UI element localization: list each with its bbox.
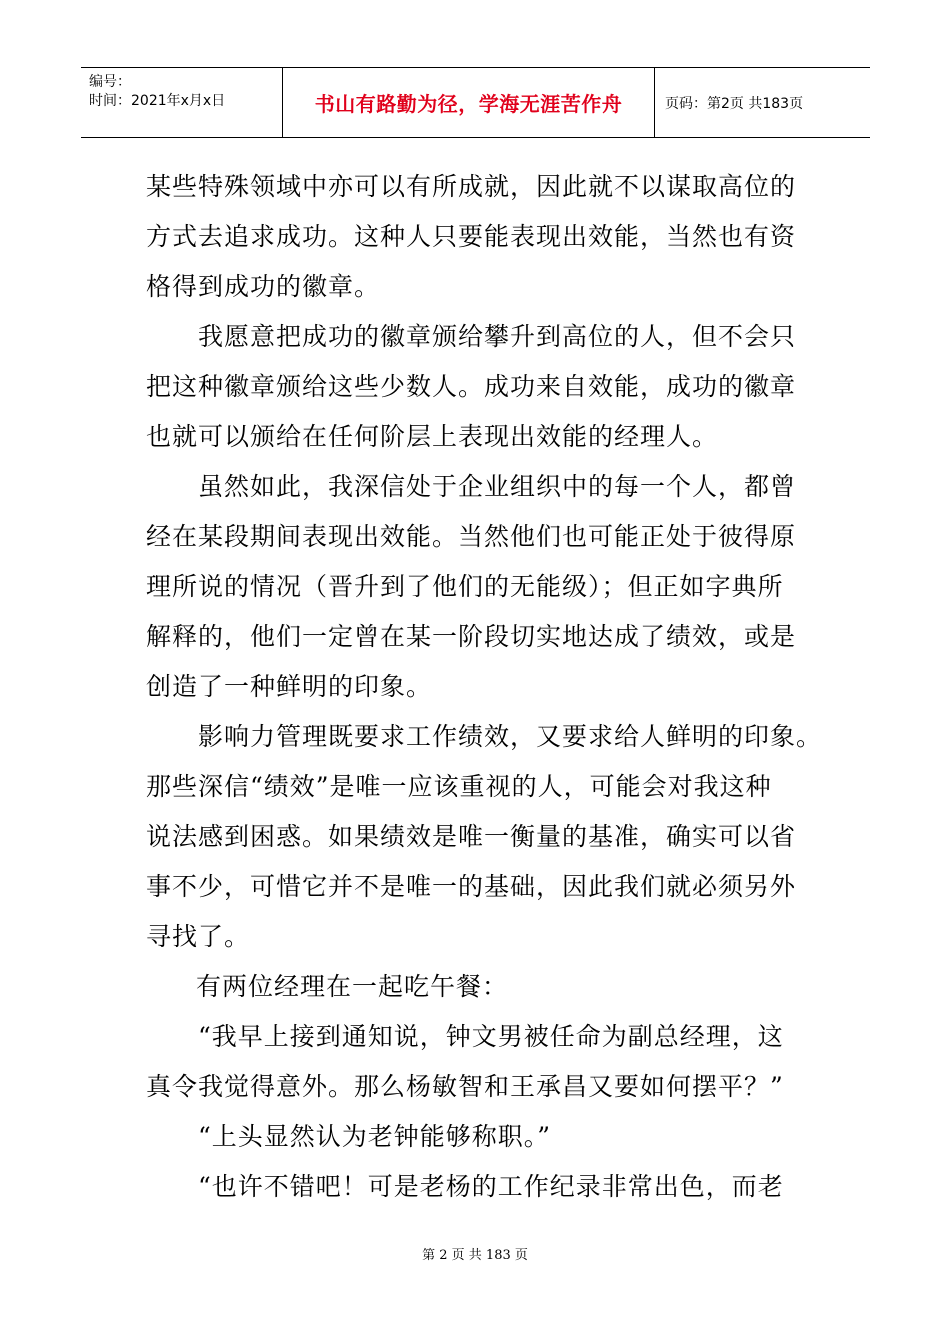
header-page-info: 页码：第2页 共183页 bbox=[665, 96, 804, 112]
body-line: 真令我觉得意外。那么杨敏智和王承昌又要如何摆平？” bbox=[146, 1072, 784, 1101]
body-line: 格得到成功的徽章。 bbox=[146, 272, 381, 301]
body-line: “也许不错吧！可是老杨的工作纪录非常出色，而老 bbox=[198, 1172, 784, 1201]
body-line: 方式去追求成功。这种人只要能表现出效能，当然也有资 bbox=[146, 222, 797, 251]
body-line: 寻找了。 bbox=[146, 922, 251, 951]
body-line: 事不少，可惜它并不是唯一的基础，因此我们就必须另外 bbox=[146, 872, 797, 901]
body-line: 影响力管理既要求工作绩效，又要求给人鲜明的印象。 bbox=[198, 722, 823, 751]
body-line: 有两位经理在一起吃午餐： bbox=[196, 972, 509, 1001]
header-info-cell bbox=[81, 68, 283, 137]
body-line: 我愿意把成功的徽章颁给攀升到高位的人，但不会只 bbox=[198, 322, 797, 351]
body-line: 创造了一种鲜明的印象。 bbox=[146, 672, 433, 701]
header-motto: 书山有路勤为径，学海无涯苦作舟 bbox=[314, 92, 623, 116]
document-date-label: 时间：2021年x月x日 bbox=[89, 93, 226, 109]
header-page-cell bbox=[655, 68, 870, 137]
page-footer: 第 2 页 共 183 页 bbox=[422, 1248, 528, 1263]
body-line: 也就可以颁给在任何阶层上表现出效能的经理人。 bbox=[146, 422, 719, 451]
body-line: “上头显然认为老钟能够称职。” bbox=[198, 1122, 552, 1151]
body-line: 虽然如此，我深信处于企业组织中的每一个人，都曾 bbox=[198, 472, 797, 501]
body-line: “我早上接到通知说，钟文男被任命为副总经理，这 bbox=[198, 1022, 784, 1051]
body-line: 某些特殊领域中亦可以有所成就，因此就不以谋取高位的 bbox=[146, 172, 797, 201]
body-line: 解释的，他们一定曾在某一阶段切实地达成了绩效，或是 bbox=[146, 622, 797, 651]
page-header bbox=[81, 67, 870, 138]
header-motto-cell bbox=[283, 68, 655, 137]
body-line: 那些深信“绩效”是唯一应该重视的人，可能会对我这种 bbox=[146, 772, 772, 801]
body-line: 经在某段期间表现出效能。当然他们也可能正处于彼得原 bbox=[146, 522, 797, 551]
body-line: 说法感到困惑。如果绩效是唯一衡量的基准，确实可以省 bbox=[146, 822, 797, 851]
body-line: 理所说的情况（晋升到了他们的无能级）；但正如字典所 bbox=[146, 572, 784, 601]
body-line: 把这种徽章颁给这些少数人。成功来自效能，成功的徽章 bbox=[146, 372, 797, 401]
document-number-label: 编号： bbox=[89, 74, 131, 90]
